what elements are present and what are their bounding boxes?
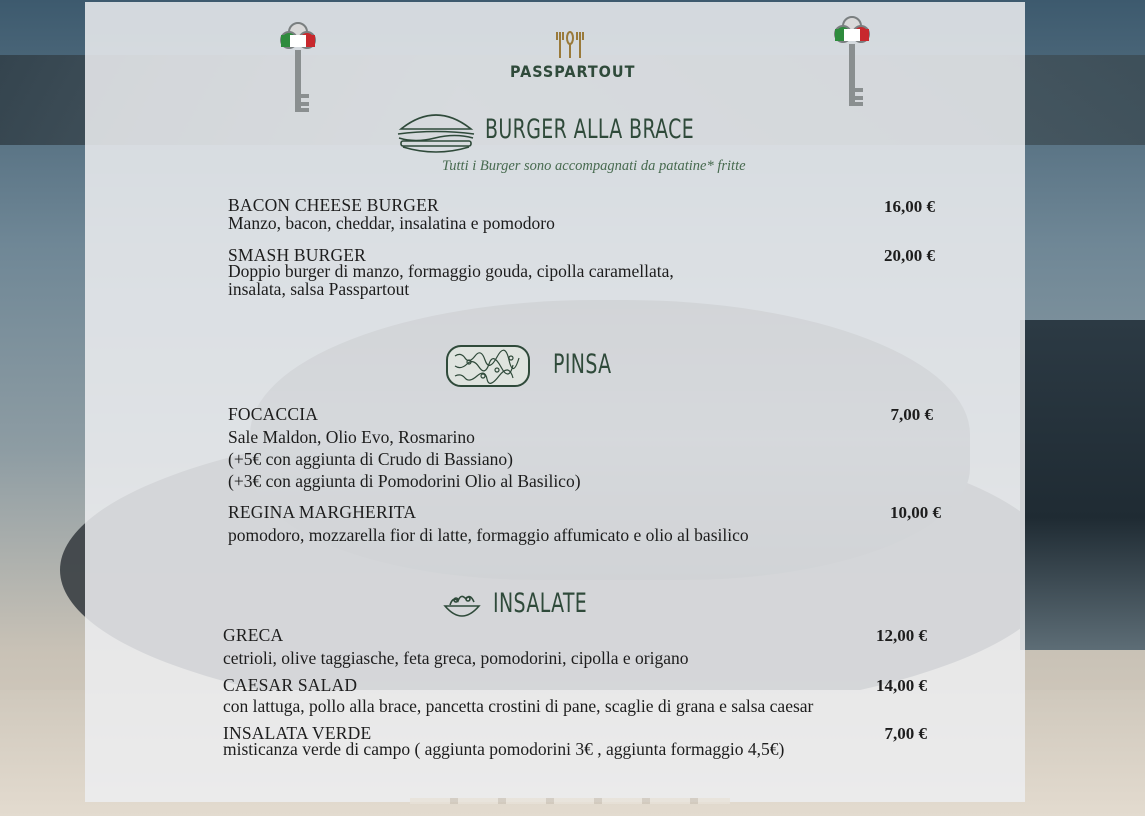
pinsa-icon	[445, 342, 531, 390]
menu-item-name: BACON CHEESE BURGER	[228, 195, 439, 215]
italian-flag-key-icon	[832, 14, 872, 114]
background-rock	[1020, 320, 1145, 650]
brand-name: PASSPARTOUT	[510, 62, 636, 81]
menu-item-description: Sale Maldon, Olio Evo, Rosmarino	[228, 427, 475, 447]
decorative-strip	[410, 798, 730, 804]
menu-item-price: 20,00 €	[884, 246, 935, 265]
burger-icon	[395, 107, 477, 155]
menu-item-description: Doppio burger di manzo, formaggio gouda, cipolla caramellata,	[228, 261, 674, 281]
menu-item-price: 14,00 €	[876, 676, 927, 695]
menu-item-description: insalata, salsa Passpartout	[228, 279, 410, 299]
menu-item-name: SMASH BURGER	[228, 245, 367, 265]
salad-bowl-icon	[442, 590, 482, 624]
menu-item-description: misticanza verde di campo ( aggiunta pomodorini 3€ , aggiunta formaggio 4,5€)	[223, 739, 785, 759]
menu-item-price: 12,00 €	[876, 626, 927, 645]
menu-item-description: (+5€ con aggiunta di Crudo di Bassiano)	[228, 449, 513, 469]
italian-flag-key-icon	[278, 20, 318, 120]
menu-item-price: 10,00 €	[890, 503, 941, 522]
menu-item-name: CAESAR SALAD	[223, 675, 358, 695]
section-title-burger: BURGER ALLA BRACE	[485, 114, 695, 145]
menu-item-description: cetrioli, olive taggiasche, feta greca, pomodorini, cipolla e origano	[223, 648, 689, 668]
menu-item-description: pomodoro, mozzarella fior di latte, formaggio affumicato e olio al basilico	[228, 525, 749, 545]
menu-item-price: 7,00 €	[884, 724, 927, 743]
menu-item-description: Manzo, bacon, cheddar, insalatina e pomodoro	[228, 213, 555, 233]
section-title-pinsa: PINSA	[553, 349, 612, 380]
menu-item-price: 7,00 €	[890, 405, 933, 424]
menu-item-price: 16,00 €	[884, 197, 935, 216]
section-subtitle-burger: Tutti i Burger sono accompagnati da patatine* fritte	[442, 158, 746, 174]
menu-item-name: INSALATA VERDE	[223, 723, 372, 743]
menu-card	[85, 2, 1025, 802]
brand-logo	[510, 30, 636, 81]
menu-item-name: FOCACCIA	[228, 404, 319, 424]
menu-item-description: (+3€ con aggiunta di Pomodorini Olio al Basilico)	[228, 471, 581, 491]
section-title-insalate: INSALATE	[493, 588, 588, 619]
menu-item-description: con lattuga, pollo alla brace, pancetta crostini di pane, scaglie di grana e salsa caesar	[223, 696, 814, 716]
menu-item-name: GRECA	[223, 625, 284, 645]
menu-item-name: REGINA MARGHERITA	[228, 502, 417, 522]
cutlery-icon	[552, 30, 588, 60]
